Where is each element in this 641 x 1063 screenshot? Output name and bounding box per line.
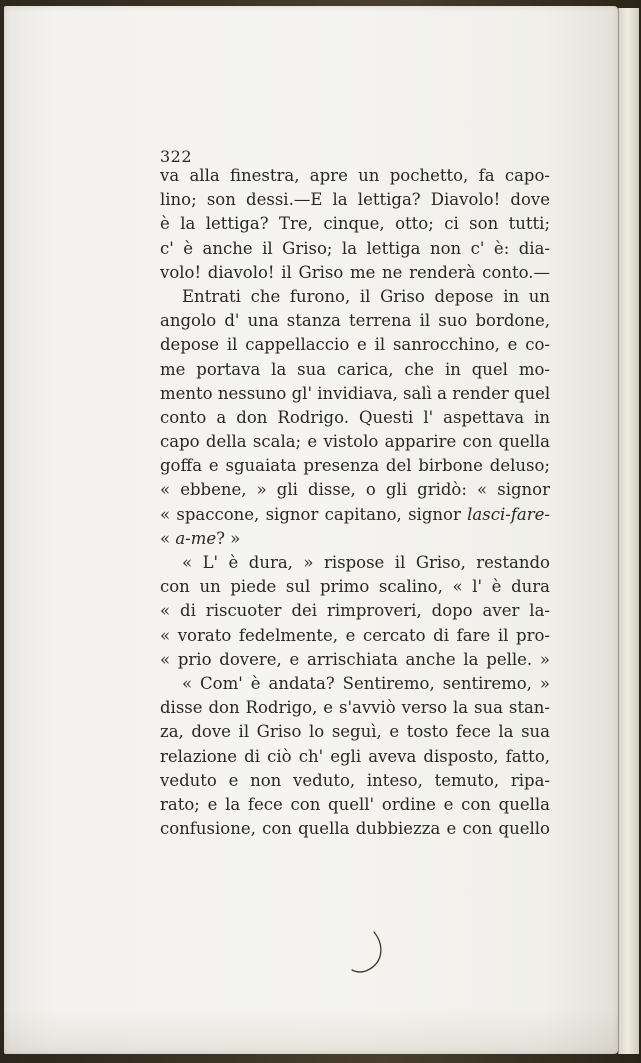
text-line: lino; son dessi.—E la lettiga? Diavolo! dove [160, 190, 550, 210]
text-line: angolo d' una stanza terrena il suo bordone, [160, 311, 550, 331]
text-line: relazione di ciò ch' egli aveva disposto, fatto, [160, 746, 550, 766]
text-line: veduto e non veduto, inteso, temuto, ripa- [160, 770, 550, 790]
text-line: « Com' è andata? Sentiremo, sentiremo, » [182, 673, 550, 693]
text-line: « di riscuoter dei rimproveri, dopo aver la- [160, 601, 550, 621]
text-line: va alla finestra, apre un pochetto, fa capo- [160, 166, 550, 185]
text-line: è la lettiga? Tre, cinque, otto; ci son tutti; [160, 214, 550, 234]
text-line: rato; e la fece con quell' ordine e con quella [160, 794, 550, 814]
text-line: c' è anche il Griso; la lettiga non c' è: dia- [160, 238, 550, 258]
text-line [160, 527, 550, 551]
page-number: 322 [160, 147, 193, 166]
text-line: volo! diavolo! il Griso me ne renderà conto.— [160, 262, 550, 282]
text-line: con un piede sul primo scalino, « l' è dura [160, 577, 550, 597]
text-line: « ebbene, » gli disse, o gli gridò: « signor [160, 480, 550, 500]
text-line [160, 503, 550, 527]
text-line: Entrati che furono, il Griso depose in un [182, 286, 550, 306]
page-shadow [4, 1008, 618, 1054]
text-line: « L' è dura, » rispose il Griso, restando [182, 553, 550, 572]
text-line: « prio dovere, e arrischiata anche la pelle. » [160, 649, 550, 669]
text-segment: « [160, 528, 176, 548]
text-line: capo della scala; e vistolo apparire con quella [160, 432, 550, 452]
text-segment: ? » [216, 528, 241, 548]
page-text-block [160, 146, 550, 841]
italic-text-segment: lasci-fare- [467, 504, 550, 524]
adjacent-page-edge [618, 8, 639, 1054]
italic-text-segment: a-me [175, 528, 217, 548]
text-line: « vorato fedelmente, e cercato di fare il pro- [160, 625, 550, 645]
text-line: za, dove il Griso lo seguì, e tosto fece la sua [160, 722, 550, 742]
text-line: conto a don Rodrigo. Questi l' aspettava in [160, 407, 550, 427]
text-line: mento nessuno gl' invidiava, salì a render quel [160, 383, 550, 403]
text-line: confusione, con quella dubbiezza e con quello [160, 819, 550, 839]
text-line: goffa e sguaiata presenza del birbone deluso; [160, 456, 550, 476]
text-segment: « spaccone, signor capitano, signor [160, 504, 468, 524]
text-line: depose il cappellaccio e il sanrocchino, e co- [160, 335, 550, 355]
pencil-mark-icon [350, 930, 386, 974]
text-line: disse don Rodrigo, e s'avviò verso la sua stan- [160, 698, 550, 718]
text-line: me portava la sua carica, che in quel mo- [160, 359, 550, 379]
